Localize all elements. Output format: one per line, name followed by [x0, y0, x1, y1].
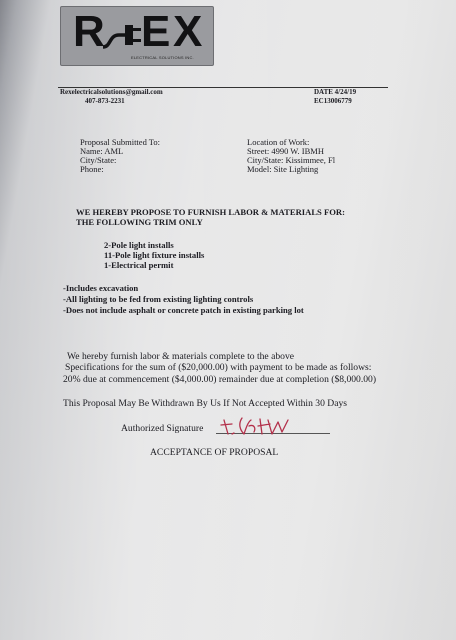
- work-city: City/State: Kissimmee, Fl: [247, 155, 336, 165]
- authorized-signature-label: Authorized Signature: [121, 423, 204, 434]
- terms-line2: Specifications for the sum of ($20,000.00) with payment to be made as follows:: [65, 362, 372, 373]
- logo-letter-r: R: [73, 7, 105, 56]
- propose-heading-line1: WE HEREBY PROPOSE TO FURNISH LABOR & MATERIALS FOR:: [76, 207, 345, 217]
- logo-letter-x: X: [173, 7, 203, 56]
- work-item: 2-Pole light installs: [104, 240, 174, 250]
- company-logo: [60, 6, 214, 66]
- proposal-submitted-label: Proposal Submitted To:: [80, 137, 161, 147]
- license-number: EC13006779: [314, 97, 352, 105]
- work-location-label: Location of Work:: [247, 137, 310, 147]
- logo-subtitle: ELECTRICAL SOLUTIONS INC.: [131, 55, 194, 60]
- work-item: 11-Pole light fixture installs: [104, 250, 205, 260]
- note-item: -All lighting to be fed from existing lighting controls: [63, 294, 254, 304]
- company-email: Rexelectricalsolutions@gmail.com: [60, 88, 163, 96]
- note-item: -Includes excavation: [63, 283, 139, 293]
- withdrawal-notice: This Proposal May Be Withdrawn By Us If Not Accepted Within 30 Days: [63, 398, 347, 409]
- work-model: Model: Site Lighting: [247, 164, 319, 174]
- work-item: 1-Electrical permit: [104, 260, 174, 270]
- note-item: -Does not include asphalt or concrete patch in existing parking lot: [63, 305, 304, 315]
- client-phone: Phone:: [80, 164, 104, 174]
- client-city: City/State:: [80, 155, 117, 165]
- terms-line1: We hereby furnish labor & materials complete to the above: [67, 351, 294, 362]
- acceptance-heading: ACCEPTANCE OF PROPOSAL: [150, 447, 279, 458]
- handwritten-signature: [218, 414, 298, 438]
- terms-line3: 20% due at commencement ($4,000.00) remainder due at completion ($8,000.00): [63, 374, 377, 385]
- company-phone: 407-873-2231: [85, 97, 125, 105]
- plug-icon: [101, 17, 143, 53]
- work-street: Street: 4990 W. IBMH: [247, 146, 324, 156]
- logo-letter-e: E: [141, 7, 171, 56]
- client-name: Name: AML: [80, 146, 124, 156]
- proposal-date: DATE 4/24/19: [314, 88, 357, 96]
- propose-heading-line2: THE FOLLOWING TRIM ONLY: [76, 217, 203, 227]
